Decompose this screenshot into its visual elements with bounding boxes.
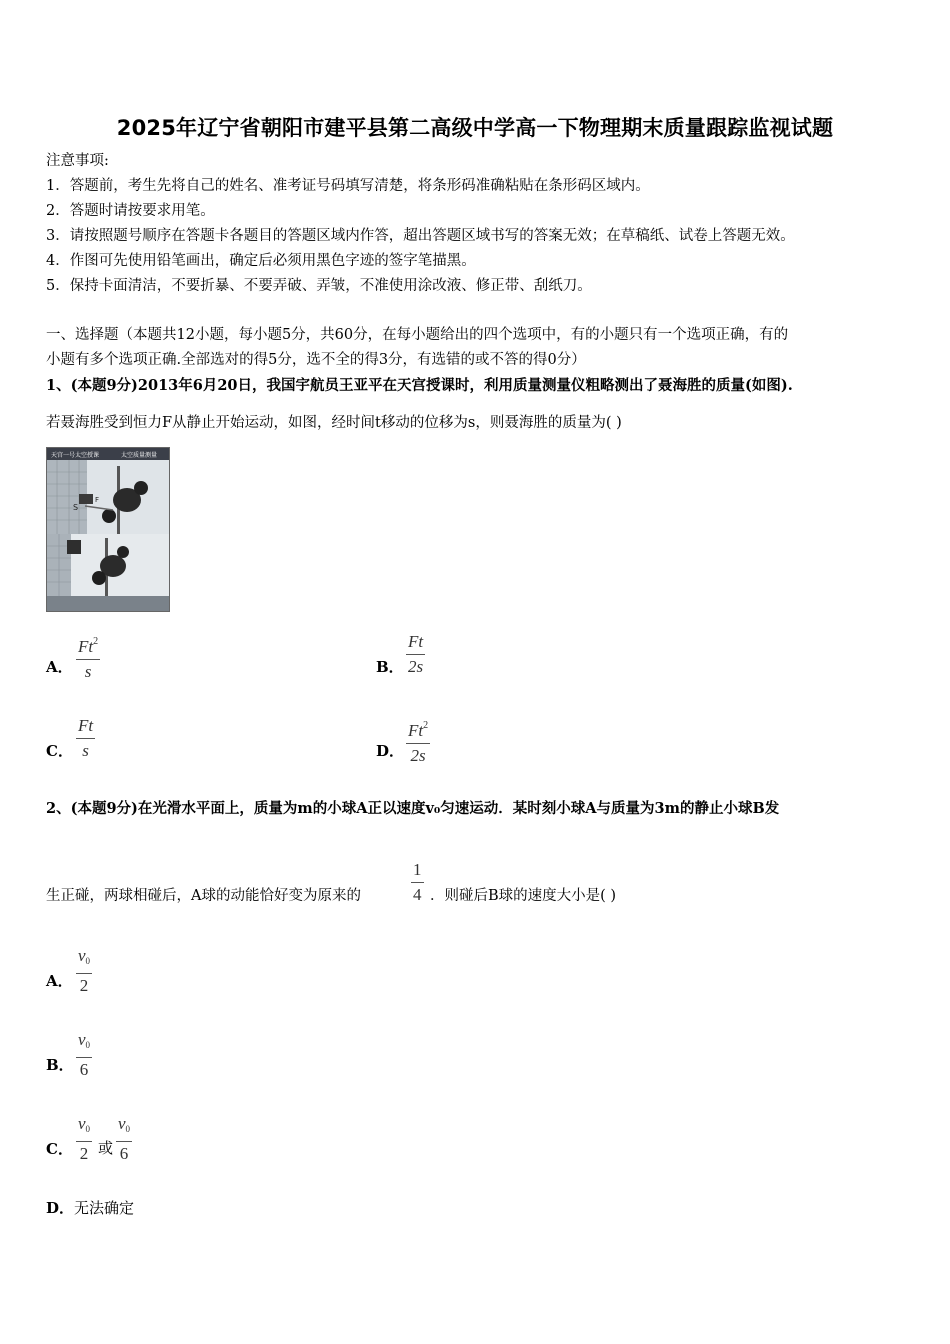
q1-option-a-label: A． — [46, 658, 73, 676]
q2-option-c-or: 或 — [98, 1139, 114, 1157]
q2-stem-fraction: 1 4 — [413, 860, 422, 904]
q1-option-d-label: D． — [376, 742, 405, 760]
q2-option-b-label: B． — [46, 1056, 74, 1074]
section-header-line1: 一、选择题（本题共12小题，每小题5分，共60分，在每小题给出的四个选项中，有的小题只有一个选项正确，有的 — [46, 327, 789, 343]
q2-option-d-label: D． — [46, 1199, 75, 1217]
q1-option-a-formula: Ft$^2$ s — [78, 636, 99, 681]
q2-stem-line1: 2、(本题9分)在光滑水平面上，质量为m的小球A正以速度v₀匀速运动．某时刻小球A与质量为3m的静止小球B发 — [46, 800, 780, 817]
astronaut-mass-measurement-image — [47, 448, 169, 611]
q2-option-b-formula: $v_0$ 6 — [78, 1030, 91, 1079]
q2-option-a-label: A． — [46, 972, 73, 990]
q1-option-c-formula: Ft s — [78, 716, 94, 760]
page-title: 2025年辽宁省朝阳市建平县第二高级中学高一下物理期末质量跟踪监视试题 — [116, 116, 834, 140]
q2-option-d-text: 无法确定 — [74, 1199, 135, 1217]
q1-option-b-formula: Ft 2s — [407, 632, 424, 676]
q1-stem-line2: 若聂海胜受到恒力F从静止开始运动，如图，经时间t移动的位移为s，则聂海胜的质量为( ) — [46, 415, 622, 431]
q2-option-c-formula-2: $v_0$ 6 — [118, 1114, 131, 1163]
q1-option-c-label: C． — [46, 742, 73, 760]
notice-item: 3．请按照题号顺序在答题卡各题目的答题区域内作答，超出答题区域书写的答案无效；在草稿纸、试卷上答题无效。 — [46, 228, 795, 244]
q2-option-a-formula: $v_0$ 2 — [78, 946, 91, 995]
q2-option-c-formula-1: $v_0$ 2 — [78, 1114, 91, 1163]
figure-caption-left: 天宫一号太空授课 — [51, 452, 100, 459]
notice-heading: 注意事项: — [46, 153, 109, 169]
figure-caption-right: 太空质量测量 — [121, 452, 158, 459]
q1-option-b-label: B． — [376, 658, 404, 676]
notice-item: 4．作图可先使用铅笔画出，确定后必须用黑色字迹的签字笔描黑。 — [46, 253, 476, 269]
notice-item: 2．答题时请按要求用笔。 — [46, 203, 215, 219]
notice-item: 1．答题前，考生先将自己的姓名、准考证号码填写清楚，将条形码准确粘贴在条形码区域内。 — [46, 178, 650, 194]
q2-option-c-label: C． — [46, 1140, 73, 1158]
q2-stem-line2-post: ．则碰后B球的速度大小是( ) — [430, 888, 617, 904]
q1-figure-photo — [46, 447, 170, 612]
figure-label-s: S — [73, 503, 79, 512]
section-header-line2: 小题有多个选项正确.全部选对的得5分，选不全的得3分，有选错的或不答的得0分） — [46, 352, 586, 368]
q2-stem-line2-pre: 生正碰，两球相碰后，A球的动能恰好变为原来的 — [46, 888, 361, 904]
figure-label-f: F — [95, 496, 100, 504]
q1-option-d-formula: Ft$^2$ 2s — [408, 720, 429, 765]
q1-stem-line1: 1、(本题9分)2013年6月20日，我国宇航员王亚平在天宫授课时，利用质量测量仪粗略测出了聂海胜的质量(如图). — [46, 377, 793, 394]
notice-item: 5．保持卡面清洁，不要折暴、不要弄破、弄皱，不准使用涂改液、修正带、刮纸刀。 — [46, 278, 592, 294]
